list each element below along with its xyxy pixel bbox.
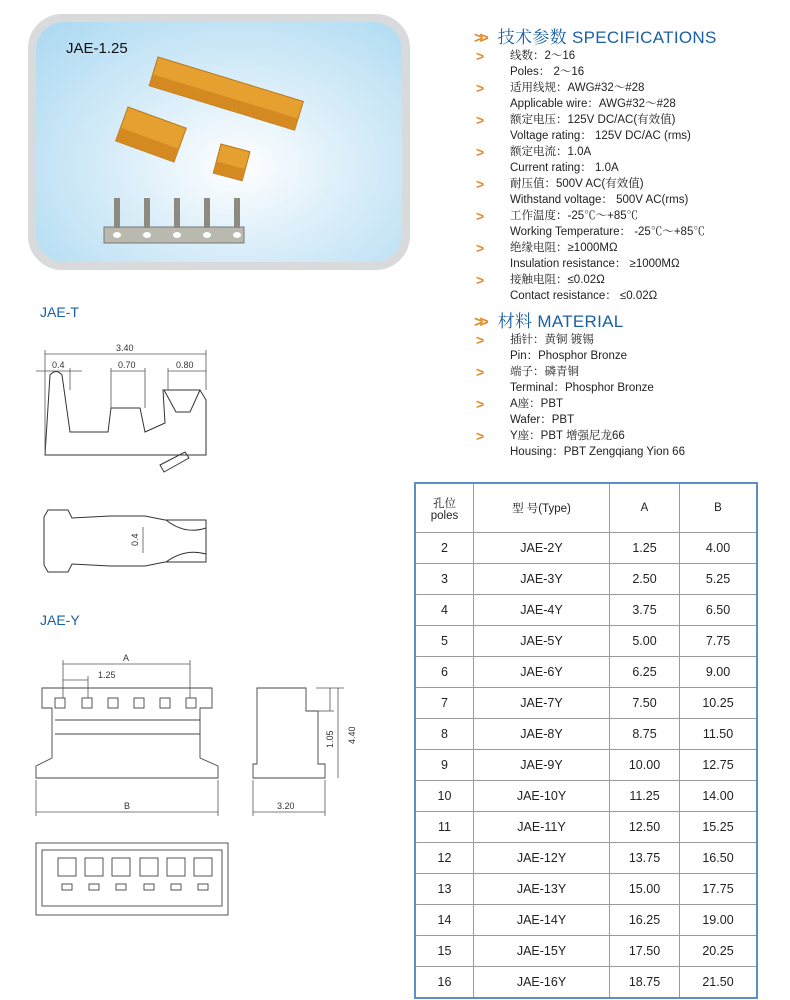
- spec-cn: 适用线规：AWG#32～#28: [510, 82, 645, 94]
- cell-poles: 7: [415, 688, 474, 719]
- table-row: [415, 719, 757, 750]
- connector-6pin: [116, 107, 187, 162]
- chevron-right-icon: >: [476, 428, 485, 444]
- cell-type: JAE-12Y: [474, 843, 610, 874]
- spec-item: [476, 112, 705, 144]
- dimension-table: [414, 482, 758, 999]
- cell-a: 16.25: [610, 905, 680, 936]
- cell-b: 11.50: [680, 719, 758, 750]
- cell-poles: 4: [415, 595, 474, 626]
- specifications-list: [476, 48, 705, 304]
- spec-en: Contact resistance： ≤0.02Ω: [510, 290, 658, 302]
- table-row: [415, 967, 757, 999]
- cell-a: 7.50: [610, 688, 680, 719]
- cell-poles: 13: [415, 874, 474, 905]
- cell-b: 10.25: [680, 688, 758, 719]
- table-row: [415, 781, 757, 812]
- dim-tip-width: 0.4: [52, 360, 65, 370]
- cell-a: 2.50: [610, 564, 680, 595]
- spec-en: Applicable wire：AWG#32～#28: [510, 98, 676, 110]
- dim-contact-width: 0.80: [176, 360, 194, 370]
- cell-a: 6.25: [610, 657, 680, 688]
- spec-cn: 绝缘电阻：≥1000MΩ: [510, 242, 618, 254]
- cell-type: JAE-2Y: [474, 533, 610, 564]
- dim-opening: 0.4: [130, 533, 140, 546]
- cell-type: JAE-4Y: [474, 595, 610, 626]
- double-chevron-icon: >>: [474, 314, 485, 331]
- cell-b: 9.00: [680, 657, 758, 688]
- cell-poles: 6: [415, 657, 474, 688]
- table-row: [415, 595, 757, 626]
- cell-poles: 16: [415, 967, 474, 999]
- cell-type: JAE-6Y: [474, 657, 610, 688]
- chevron-right-icon: >: [476, 272, 485, 288]
- header-type: 型 号(Type): [474, 483, 610, 533]
- chevron-right-icon: >: [476, 144, 485, 160]
- table-row: [415, 936, 757, 967]
- cell-b: 20.25: [680, 936, 758, 967]
- spec-item: [476, 176, 705, 208]
- cell-a: 17.50: [610, 936, 680, 967]
- header-a: A: [610, 483, 680, 533]
- cell-b: 12.75: [680, 750, 758, 781]
- spec-en: Withstand voltage： 500V AC(rms): [510, 194, 689, 206]
- material-en: Housing：PBT Zengqiang Yion 66: [510, 446, 685, 458]
- chevron-right-icon: >: [476, 396, 485, 412]
- terminal-strip: [104, 198, 244, 243]
- cell-b: 15.25: [680, 812, 758, 843]
- table-header-row: [415, 483, 757, 533]
- cell-type: JAE-16Y: [474, 967, 610, 999]
- cell-b: 4.00: [680, 533, 758, 564]
- chevron-right-icon: >: [476, 176, 485, 192]
- cell-poles: 15: [415, 936, 474, 967]
- connector-2pin: [213, 144, 250, 181]
- dim-total-length: 3.40: [116, 343, 134, 353]
- spec-item: [476, 48, 705, 80]
- cell-a: 13.75: [610, 843, 680, 874]
- cell-type: JAE-14Y: [474, 905, 610, 936]
- table-row: [415, 533, 757, 564]
- housing-side-view: [253, 688, 325, 778]
- cell-type: JAE-9Y: [474, 750, 610, 781]
- cell-b: 14.00: [680, 781, 758, 812]
- cell-type: JAE-3Y: [474, 564, 610, 595]
- chevron-right-icon: >: [476, 208, 485, 224]
- cell-type: JAE-5Y: [474, 626, 610, 657]
- table-row: [415, 688, 757, 719]
- table-row: [415, 905, 757, 936]
- dim-height-2: 4.40: [347, 726, 357, 744]
- spec-en: Insulation resistance： ≥1000MΩ: [510, 258, 680, 270]
- spec-cn: 工作温度：-25℃～+85℃: [510, 210, 639, 222]
- chevron-right-icon: >: [476, 80, 485, 96]
- cell-poles: 10: [415, 781, 474, 812]
- table-row: [415, 564, 757, 595]
- cell-type: JAE-10Y: [474, 781, 610, 812]
- cell-a: 11.25: [610, 781, 680, 812]
- cell-a: 15.00: [610, 874, 680, 905]
- table-row: [415, 843, 757, 874]
- cell-type: JAE-11Y: [474, 812, 610, 843]
- cell-b: 5.25: [680, 564, 758, 595]
- product-photo-frame: [28, 14, 410, 270]
- product-photo: [36, 22, 402, 262]
- housing-front-view: [36, 688, 218, 778]
- chevron-right-icon: >: [476, 48, 485, 64]
- material-cn: 插针：黄铜 镀锡: [510, 334, 594, 346]
- dim-depth: 3.20: [277, 801, 295, 811]
- chevron-right-icon: >: [476, 112, 485, 128]
- material-item: [476, 428, 685, 460]
- dim-a-label: A: [123, 653, 130, 663]
- cell-poles: 9: [415, 750, 474, 781]
- spec-en: Current rating： 1.0A: [510, 162, 619, 174]
- cell-poles: 11: [415, 812, 474, 843]
- cell-poles: 5: [415, 626, 474, 657]
- chevron-right-icon: >: [476, 364, 485, 380]
- spec-en: Voltage rating： 125V DC/AC (rms): [510, 130, 691, 142]
- spec-item: [476, 240, 705, 272]
- specifications-heading: [474, 23, 717, 48]
- cell-b: 6.50: [680, 595, 758, 626]
- material-item: [476, 364, 685, 396]
- material-cn: Y座：PBT 增强尼龙66: [510, 430, 625, 442]
- cell-a: 10.00: [610, 750, 680, 781]
- housing-bottom-view: [36, 843, 228, 915]
- spec-cn: 接触电阻：≤0.02Ω: [510, 274, 605, 286]
- cell-a: 12.50: [610, 812, 680, 843]
- table-row: [415, 657, 757, 688]
- cell-b: 21.50: [680, 967, 758, 999]
- cell-type: JAE-13Y: [474, 874, 610, 905]
- spec-cn: 额定电流：1.0A: [510, 146, 592, 158]
- dim-height-1: 1.05: [325, 730, 335, 748]
- spec-cn: 额定电压：125V DC/AC(有效值): [510, 114, 676, 126]
- cell-a: 5.00: [610, 626, 680, 657]
- material-list: [476, 332, 685, 460]
- jae-y-drawing: [0, 640, 400, 930]
- terminal-top-view: [44, 510, 206, 572]
- cell-a: 1.25: [610, 533, 680, 564]
- section-label-jae-t: JAE-T: [40, 304, 79, 320]
- material-item: [476, 396, 685, 428]
- spec-en: Poles： 2～16: [510, 66, 585, 78]
- material-heading: [474, 307, 624, 332]
- spec-item: [476, 144, 705, 176]
- header-poles-en: poles: [430, 510, 459, 522]
- spec-en: Working Temperature： -25℃～+85℃: [510, 226, 705, 238]
- connector-illustration: [36, 22, 402, 262]
- table-row: [415, 626, 757, 657]
- section-label-jae-y: JAE-Y: [40, 612, 80, 628]
- material-en: Terminal：Phosphor Bronze: [510, 382, 654, 394]
- cell-a: 3.75: [610, 595, 680, 626]
- cell-type: JAE-7Y: [474, 688, 610, 719]
- cell-poles: 3: [415, 564, 474, 595]
- terminal-side-view: [45, 372, 206, 473]
- spec-cn: 线数：2～16: [510, 50, 576, 62]
- cell-b: 17.75: [680, 874, 758, 905]
- material-heading-cn: 材料: [497, 312, 533, 331]
- table-row: [415, 874, 757, 905]
- cell-a: 8.75: [610, 719, 680, 750]
- cell-type: JAE-8Y: [474, 719, 610, 750]
- material-item: [476, 332, 685, 364]
- spec-item: [476, 272, 705, 304]
- cell-poles: 12: [415, 843, 474, 874]
- cell-poles: 14: [415, 905, 474, 936]
- dim-b-label: B: [124, 801, 131, 811]
- spec-item: [476, 208, 705, 240]
- dim-insulation-crimp: 0.70: [118, 360, 136, 370]
- header-b: B: [680, 483, 758, 533]
- material-cn: 端子：磷青铜: [510, 366, 579, 378]
- material-heading-en: MATERIAL: [537, 312, 624, 331]
- specs-heading-cn: 技术参数: [497, 28, 567, 47]
- cell-b: 16.50: [680, 843, 758, 874]
- spec-cn: 耐压值：500V AC(有效值): [510, 178, 644, 190]
- jae-t-drawing: [0, 330, 260, 590]
- cell-b: 19.00: [680, 905, 758, 936]
- material-en: Wafer：PBT: [510, 414, 575, 426]
- header-poles-cn: 孔位: [433, 498, 456, 510]
- material-cn: A座：PBT: [510, 398, 564, 410]
- cell-a: 18.75: [610, 967, 680, 999]
- spec-item: [476, 80, 705, 112]
- dim-pitch: 1.25: [98, 670, 116, 680]
- double-chevron-icon: >>: [474, 30, 485, 47]
- connector-16pin: [149, 57, 303, 130]
- cell-poles: 8: [415, 719, 474, 750]
- photo-title: JAE-1.25: [66, 40, 128, 57]
- chevron-right-icon: >: [476, 332, 485, 348]
- cell-type: JAE-15Y: [474, 936, 610, 967]
- material-en: Pin：Phosphor Bronze: [510, 350, 627, 362]
- cell-b: 7.75: [680, 626, 758, 657]
- chevron-right-icon: >: [476, 240, 485, 256]
- table-row: [415, 750, 757, 781]
- specs-heading-en: SPECIFICATIONS: [571, 28, 717, 47]
- cell-poles: 2: [415, 533, 474, 564]
- header-poles: [415, 483, 474, 533]
- table-row: [415, 812, 757, 843]
